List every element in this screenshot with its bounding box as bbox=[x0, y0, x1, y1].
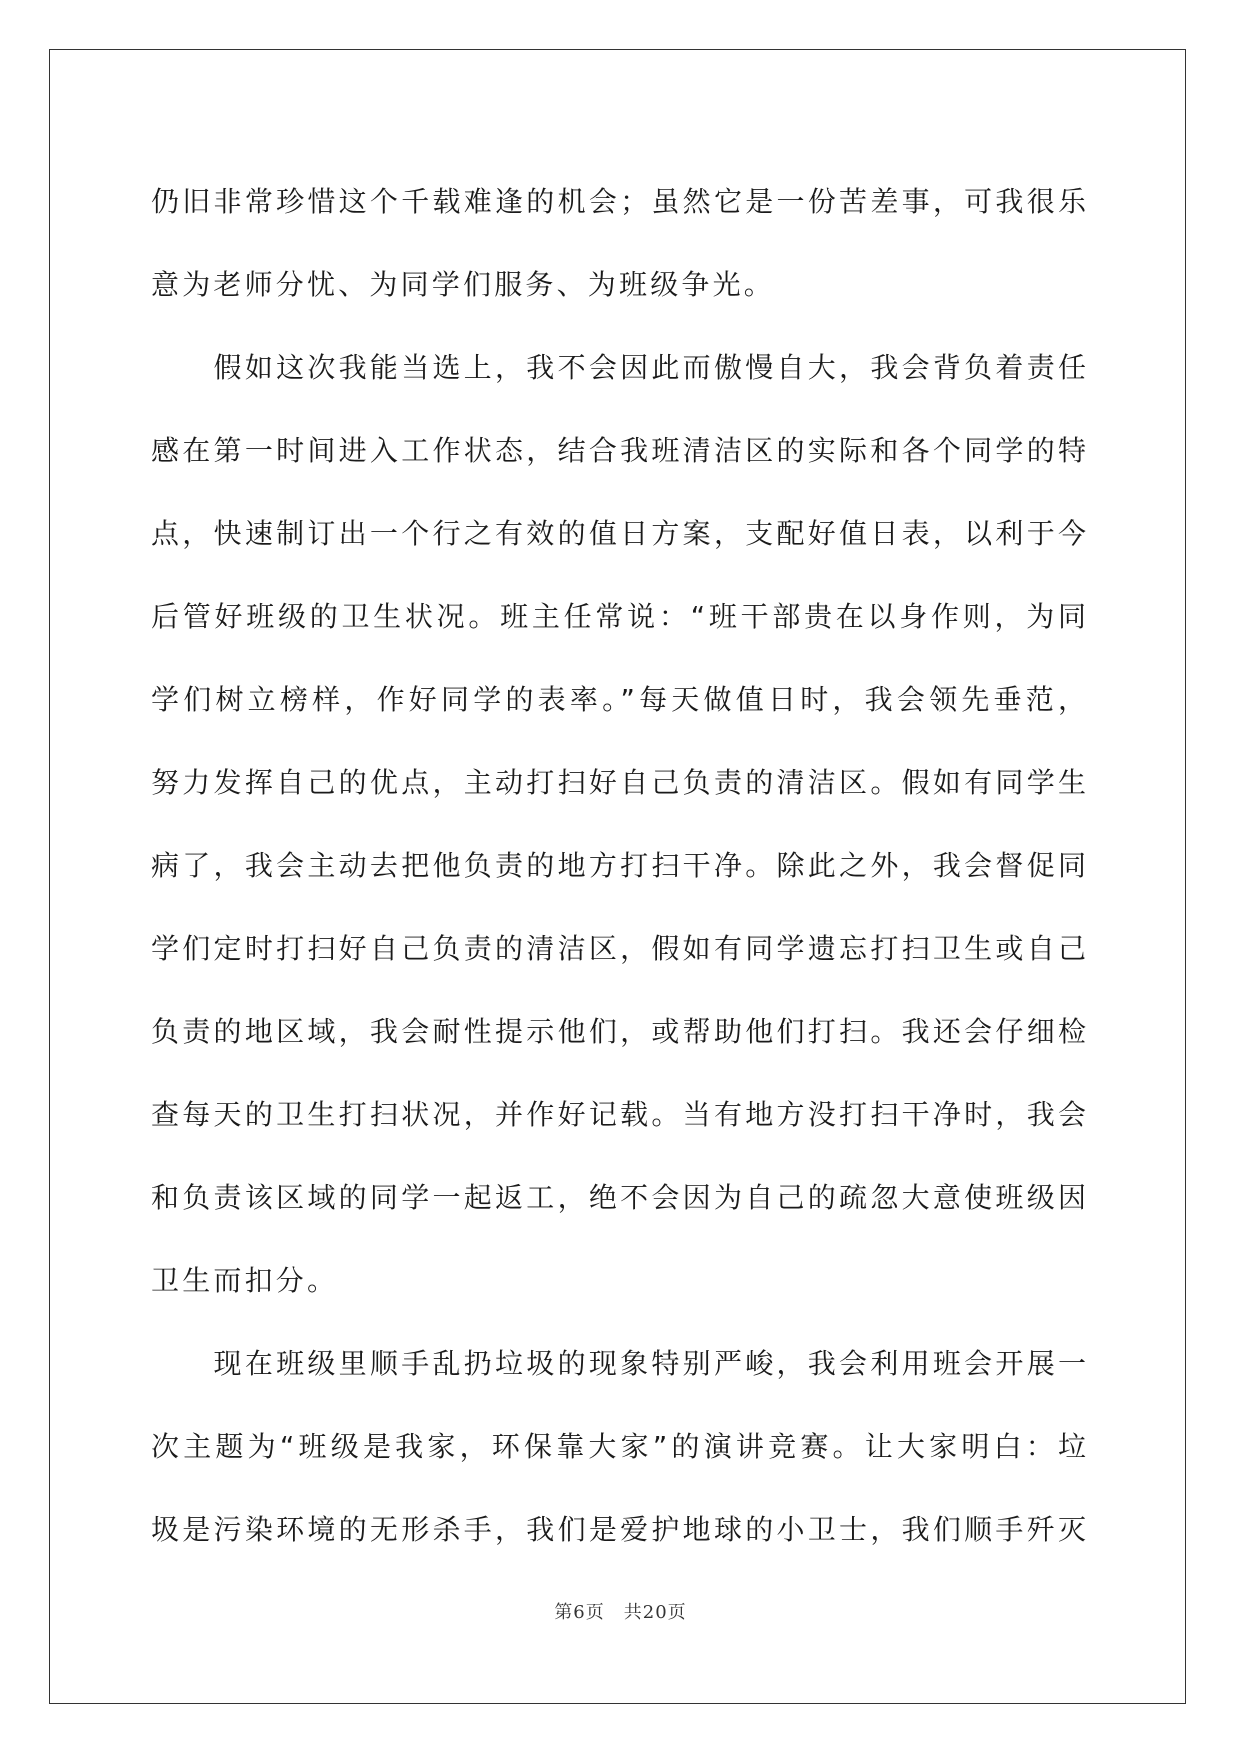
text-line: 学们树立榜样，作好同学的表率。”每天做值日时，我会领先垂范， bbox=[151, 683, 1086, 716]
text-line: 点，快速制订出一个行之有效的值日方案，支配好值日表，以利于今 bbox=[151, 517, 1086, 550]
text-line: 次主题为“班级是我家，环保靠大家”的演讲竞赛。让大家明白：垃 bbox=[151, 1430, 1086, 1463]
text-line: 后管好班级的卫生状况。班主任常说：“班干部贵在以身作则，为同 bbox=[151, 600, 1086, 633]
text-line: 假如这次我能当选上，我不会因此而傲慢自大，我会背负着责任 bbox=[151, 351, 1086, 384]
text-line: 仍旧非常珍惜这个千载难逢的机会；虽然它是一份苦差事，可我很乐 bbox=[151, 185, 1086, 218]
text-line: 感在第一时间进入工作状态，结合我班清洁区的实际和各个同学的特 bbox=[151, 434, 1086, 467]
text-line: 学们定时打扫好自己负责的清洁区，假如有同学遗忘打扫卫生或自己 bbox=[151, 932, 1086, 965]
text-line: 现在班级里顺手乱扔垃圾的现象特别严峻，我会利用班会开展一 bbox=[151, 1347, 1086, 1380]
text-line: 查每天的卫生打扫状况，并作好记载。当有地方没打扫干净时，我会 bbox=[151, 1098, 1086, 1131]
page-number-footer: 第6页 共20页 bbox=[554, 1602, 687, 1623]
text-line: 卫生而扣分。 bbox=[151, 1264, 339, 1297]
text-line: 病了，我会主动去把他负责的地方打扫干净。除此之外，我会督促同 bbox=[151, 849, 1086, 882]
text-line: 努力发挥自己的优点，主动打扫好自己负责的清洁区。假如有同学生 bbox=[151, 766, 1086, 799]
text-line: 圾是污染环境的无形杀手，我们是爱护地球的小卫士，我们顺手歼灭 bbox=[151, 1513, 1086, 1546]
text-line: 意为老师分忧、为同学们服务、为班级争光。 bbox=[151, 268, 776, 301]
text-line: 和负责该区域的同学一起返工，绝不会因为自己的疏忽大意使班级因 bbox=[151, 1181, 1086, 1214]
text-line: 负责的地区域，我会耐性提示他们，或帮助他们打扫。我还会仔细检 bbox=[151, 1015, 1086, 1048]
document-body bbox=[151, 160, 1086, 1571]
